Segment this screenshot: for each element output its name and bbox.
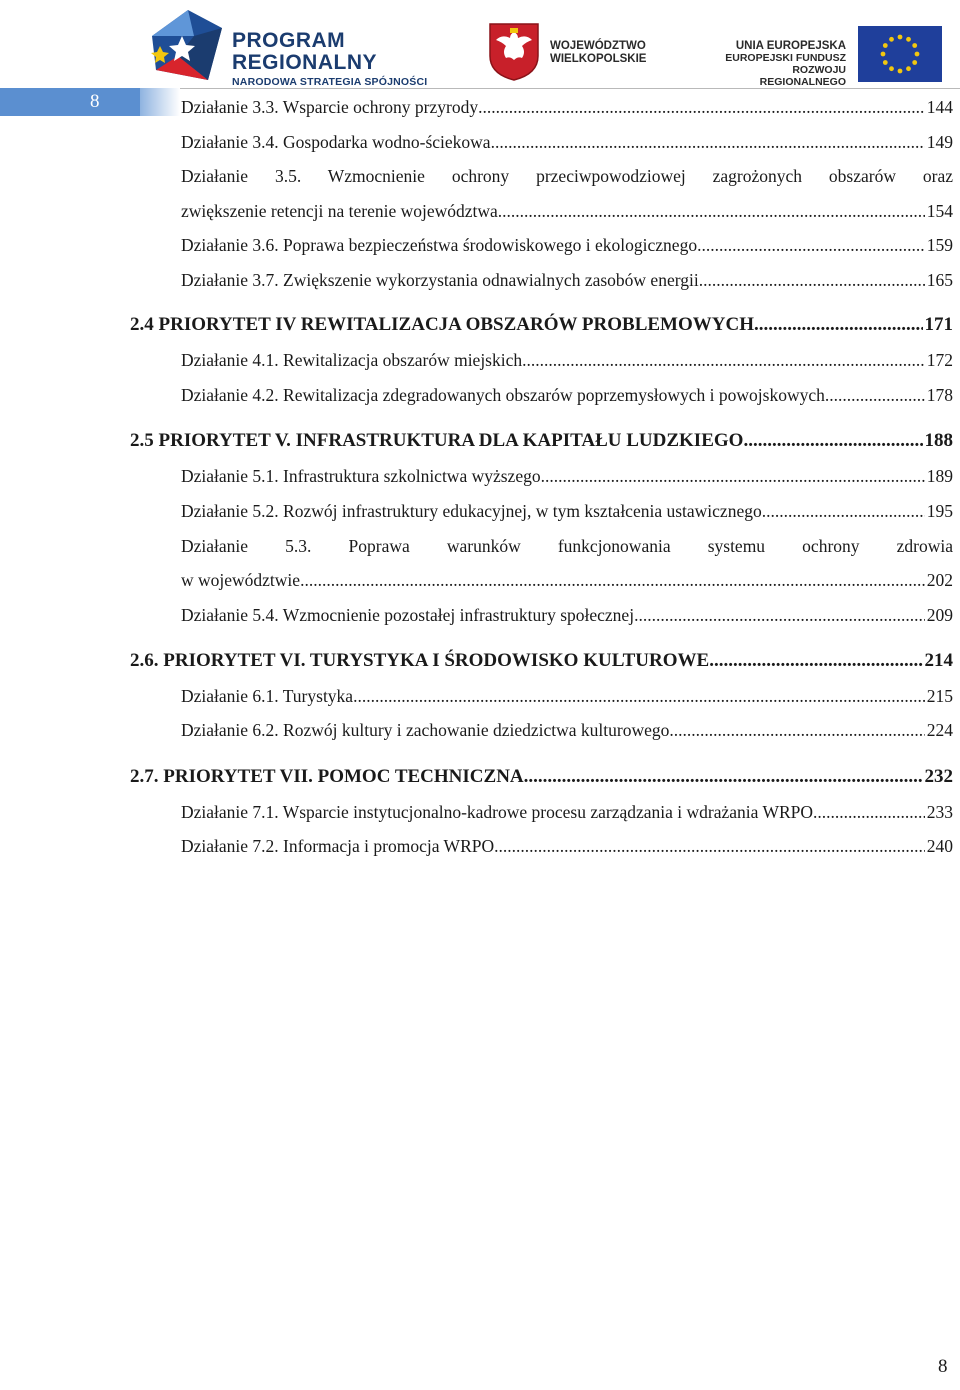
toc-section-heading[interactable] (130, 650, 953, 672)
toc-leader-dots (494, 836, 925, 857)
toc-entry-page: 159 (926, 235, 953, 255)
eu-line2: EUROPEJSKI FUNDUSZ (725, 52, 846, 64)
toc-section-heading[interactable] (130, 314, 953, 336)
toc-entry-page: 233 (926, 802, 953, 822)
toc-heading-label: 2.7. PRIORYTET VII. POMOC TECHNICZNA (130, 766, 524, 787)
toc-entry-label: w województwie (181, 570, 301, 590)
toc-section-heading[interactable] (130, 430, 953, 452)
toc-entry-label: Działanie 4.2. Rewitalizacja zdegradowanych obszarów poprzemysłowych i powojskowych (181, 385, 825, 405)
toc-leader-dots (669, 720, 924, 741)
page-number-top: 8 (90, 91, 100, 112)
toc-entry[interactable] (181, 466, 953, 487)
toc-entry[interactable] (181, 836, 953, 857)
eu-fund-label (712, 40, 846, 88)
toc-leader-dots (491, 132, 925, 153)
program-regionalny-title (232, 30, 427, 88)
toc-entry[interactable] (181, 132, 953, 153)
toc-entry-page: 240 (926, 836, 953, 856)
toc-entry-label: Działanie 5.4. Wzmocnienie pozostałej infrastruktury społecznej (181, 605, 635, 625)
toc-leader-dots (541, 466, 925, 487)
toc-entry-label: Działanie 7.2. Informacja i promocja WRPO (181, 836, 495, 856)
toc-leader-dots (498, 201, 925, 222)
toc-entry-label: Działanie 3.7. Zwiększenie wykorzystania odnawialnych zasobów energii (181, 270, 699, 290)
toc-leader-dots (697, 235, 925, 256)
toc-leader-dots (524, 766, 923, 788)
toc-entry-page: 224 (926, 720, 953, 740)
toc-heading-label: 2.6. PRIORYTET VI. TURYSTYKA I ŚRODOWISKO KULTUROWE (130, 650, 710, 671)
eu-star-icon (881, 52, 886, 57)
eu-star-icon (898, 69, 903, 74)
program-regionalny-logo-icon (148, 6, 228, 86)
toc-heading-page: 188 (924, 430, 953, 451)
eu-star-icon (915, 52, 920, 57)
toc-entry[interactable] (181, 501, 953, 522)
eu-star-icon (912, 43, 917, 48)
toc-entry[interactable] (181, 385, 953, 406)
toc-entry-label: Działanie 6.1. Turystyka (181, 686, 354, 706)
toc-entry[interactable] (181, 570, 953, 591)
toc-entry-label: Działanie 5.1. Infrastruktura szkolnictwa wyższego (181, 466, 541, 486)
toc-leader-dots (743, 430, 922, 452)
region-line2: WIELKOPOLSKIE (550, 53, 647, 65)
toc-entry[interactable] (181, 166, 953, 187)
toc-entry-label: Działanie 7.1. Wsparcie instytucjonalno-kadrowe procesu zarządzania i wdrażania WRPO (181, 802, 814, 822)
toc-entry[interactable] (181, 686, 953, 707)
toc-entry-label: Działanie 3.4. Gospodarka wodno-ściekowa (181, 132, 491, 152)
eu-line1: UNIA EUROPEJSKA (735, 40, 846, 52)
program-line1: PROGRAM (232, 29, 346, 52)
toc-leader-dots (522, 350, 925, 371)
toc-entry-page: 215 (926, 686, 953, 706)
toc-entry-label: Działanie 3.3. Wsparcie ochrony przyrody (181, 97, 479, 117)
region-line1: WOJEWÓDZTWO (550, 40, 646, 52)
toc-entry-page: 178 (926, 385, 953, 405)
eu-flag-icon (858, 26, 942, 82)
toc-entry-page: 154 (926, 201, 953, 221)
toc-heading-label: 2.4 PRIORYTET IV REWITALIZACJA OBSZARÓW PROBLEMOWYCH (130, 314, 754, 335)
toc-leader-dots (300, 570, 925, 591)
toc-leader-dots (709, 650, 922, 672)
toc-entry-label: Działanie 3.5. Wzmocnienie ochrony przeciwpowodziowej zagrożonych obszarów oraz (181, 166, 953, 186)
eu-star-icon (898, 35, 903, 40)
toc-leader-dots (353, 686, 925, 707)
toc-entry[interactable] (181, 802, 953, 823)
eu-star-icon (906, 37, 911, 42)
eu-star-icon (912, 60, 917, 65)
toc-entry-label: Działanie 3.6. Poprawa bezpieczeństwa środowiskowego i ekologicznego (181, 235, 698, 255)
toc-entry-page: 209 (926, 605, 953, 625)
toc-heading-page: 171 (924, 314, 953, 335)
eu-star-icon (883, 60, 888, 65)
toc-entry-page: 189 (926, 466, 953, 486)
toc-entry-label: Działanie 5.2. Rozwój infrastruktury edukacyjnej, w tym kształcenia ustawicznego (181, 501, 762, 521)
eu-star-icon (889, 66, 894, 71)
toc-entry[interactable] (181, 605, 953, 626)
page-number-bottom: 8 (938, 1356, 948, 1377)
toc-leader-dots (634, 605, 925, 626)
toc-entry[interactable] (181, 201, 953, 222)
eu-star-icon (906, 66, 911, 71)
toc-entry-page: 195 (926, 501, 953, 521)
eu-star-icon (889, 37, 894, 42)
toc-entry[interactable] (181, 350, 953, 371)
toc-entry-page: 202 (926, 570, 953, 590)
toc-heading-page: 232 (924, 766, 953, 787)
toc-leader-dots (699, 270, 925, 291)
toc-entry-page: 165 (926, 270, 953, 290)
toc-entry[interactable] (181, 720, 953, 741)
wielkopolska-coat-of-arms-icon (488, 22, 540, 82)
toc-leader-dots (478, 97, 925, 118)
program-line2: REGIONALNY (232, 51, 378, 74)
toc-entry[interactable] (181, 97, 953, 118)
header-divider (140, 88, 960, 89)
toc-heading-page: 214 (924, 650, 953, 671)
page-number-tab (0, 88, 140, 116)
program-line3: NARODOWA STRATEGIA SPÓJNOŚCI (232, 76, 428, 88)
toc-leader-dots (762, 501, 925, 522)
toc-leader-dots (813, 802, 925, 823)
toc-entry-page: 149 (926, 132, 953, 152)
toc-entry-label: zwiększenie retencji na terenie województwa (181, 201, 498, 221)
toc-entry[interactable] (181, 270, 953, 291)
toc-entry[interactable] (181, 536, 953, 557)
page-tab-fade (140, 88, 180, 116)
toc-entry-page: 172 (926, 350, 953, 370)
toc-entry-label: Działanie 6.2. Rozwój kultury i zachowanie dziedzictwa kulturowego (181, 720, 670, 740)
toc-leader-dots (825, 385, 925, 406)
eu-star-icon (883, 43, 888, 48)
eu-line3: ROZWOJU REGIONALNEGO (759, 64, 846, 88)
toc-heading-label: 2.5 PRIORYTET V. INFRASTRUKTURA DLA KAPITAŁU LUDZKIEGO (130, 430, 744, 451)
toc-section-heading[interactable] (130, 766, 953, 788)
toc-entry-label: Działanie 4.1. Rewitalizacja obszarów miejskich (181, 350, 523, 370)
wojewodztwo-label (550, 40, 646, 66)
toc-entry-label: Działanie 5.3. Poprawa warunków funkcjonowania systemu ochrony zdrowia (181, 536, 953, 556)
toc-entry-page: 144 (926, 97, 953, 117)
toc-leader-dots (754, 314, 923, 336)
toc-entry[interactable] (181, 235, 953, 256)
